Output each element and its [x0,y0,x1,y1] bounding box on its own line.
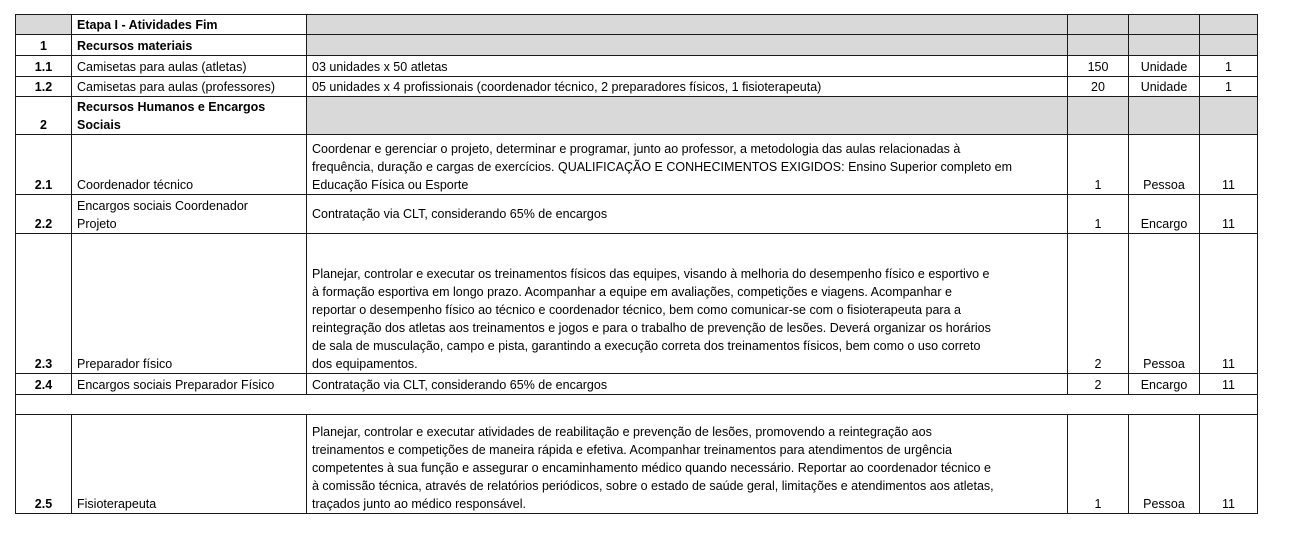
row-number: 2.5 [16,415,72,514]
header-unit-cell [1129,15,1200,35]
description-line: à formação esportiva em longo prazo. Acompanhar a equipe em avaliações, competições e viagens. Acompanhar e [312,285,952,299]
description-line: Coordenar e gerenciar o projeto, determinar e programar, junto ao professor, a metodologia das aulas relacionadas à [312,142,961,156]
description-line: treinamentos e competições de maneira rápida e efetiva. Acompanhar treinamentos para atendimentos de urgência [312,443,952,457]
row-unit: Encargo [1129,374,1200,395]
row-number: 2.1 [16,135,72,195]
row-months: 11 [1200,415,1258,514]
description-line: Planejar, controlar e executar os treinamentos físicos das equipes, visando à melhoria do desempenho físico e esportivo e [312,267,990,281]
row-quantity: 1 [1068,135,1129,195]
row-unit: Pessoa [1129,415,1200,514]
row-item: Encargos sociais Preparador Físico [72,374,307,395]
section-row [16,35,1258,56]
table-row [16,415,1258,514]
description-line: de sala de musculação, campo e pista, garantindo a execução correta dos treinamentos físicos, bem como o uso correto [312,339,981,353]
row-number: 2.4 [16,374,72,395]
header-qty-cell [1068,15,1129,35]
header-desc-cell [307,15,1068,35]
section-title: Recursos materiais [72,35,307,56]
row-description: Contratação via CLT, considerando 65% de encargos [307,195,1068,234]
row-description [307,135,1068,195]
row-quantity: 150 [1068,56,1129,77]
section-title [72,97,307,135]
description-line: reportar o desempenho físico ao técnico e coordenador técnico, bem como comunicar-se com o fisioterapeuta para a [312,303,961,317]
row-item: Preparador físico [72,234,307,374]
row-item [72,195,307,234]
table-row [16,56,1258,77]
header-row [16,15,1258,35]
row-quantity: 1 [1068,195,1129,234]
row-number: 2.2 [16,195,72,234]
row-unit: Encargo [1129,195,1200,234]
description-line: competentes à sua função e assegurar o encaminhamento médico quando necessário. Reportar ao coordenador técnico e [312,461,991,475]
table-row [16,195,1258,234]
item-line: Encargos sociais Coordenador [77,199,248,213]
row-item: Camisetas para aulas (atletas) [72,56,307,77]
row-quantity: 2 [1068,374,1129,395]
row-description: 03 unidades x 50 atletas [307,56,1068,77]
item-line: Projeto [77,217,117,231]
row-description [307,234,1068,374]
header-title: Etapa I - Atividades Fim [72,15,307,35]
section-title-line: Recursos Humanos e Encargos [77,100,266,114]
row-quantity: 2 [1068,234,1129,374]
row-number: 1.2 [16,77,72,97]
description-line: Planejar, controlar e executar atividades de reabilitação e prevenção de lesões, promovendo a reintegração aos [312,425,932,439]
row-unit: Pessoa [1129,135,1200,195]
row-number: 1.1 [16,56,72,77]
section-title-line: Sociais [77,118,121,132]
table-row [16,77,1258,97]
header-num-cell [16,15,72,35]
row-item: Coordenador técnico [72,135,307,195]
description-line: à comissão técnica, através de relatórios periódicos, sobre o estado de saúde geral, limitações e atendimentos aos atletas, [312,479,994,493]
description-line: dos equipamentos. [312,357,418,371]
description-line: frequência, duração e cargas de exercícios. QUALIFICAÇÃO E CONHECIMENTOS EXIGIDOS: Ensino Superior completo em [312,160,1013,174]
section-number: 1 [16,35,72,56]
section-row [16,97,1258,135]
description-line: reintegração dos atletas aos treinamentos e jogos e para o trabalho de prevenção de lesões. Deverá organizar os horários [312,321,991,335]
row-months: 11 [1200,195,1258,234]
table-row [16,135,1258,195]
header-months-cell [1200,15,1258,35]
description-line: traçados junto ao médico responsável. [312,497,527,511]
row-months: 11 [1200,234,1258,374]
section-number: 2 [16,97,72,135]
row-description: Contratação via CLT, considerando 65% de encargos [307,374,1068,395]
table-row [16,374,1258,395]
row-months: 1 [1200,56,1258,77]
spacer-row [16,395,1258,415]
row-unit: Unidade [1129,56,1200,77]
row-unit: Pessoa [1129,234,1200,374]
row-months: 11 [1200,135,1258,195]
row-quantity: 20 [1068,77,1129,97]
row-description: 05 unidades x 4 profissionais (coordenador técnico, 2 preparadores físicos, 1 fisioterapeuta) [307,77,1068,97]
row-item: Fisioterapeuta [72,415,307,514]
row-months: 11 [1200,374,1258,395]
description-line: Educação Física ou Esporte [312,178,469,192]
budget-table [15,14,1258,514]
row-quantity: 1 [1068,415,1129,514]
table-row [16,234,1258,374]
row-unit: Unidade [1129,77,1200,97]
row-months: 1 [1200,77,1258,97]
row-item: Camisetas para aulas (professores) [72,77,307,97]
row-description [307,415,1068,514]
row-number: 2.3 [16,234,72,374]
